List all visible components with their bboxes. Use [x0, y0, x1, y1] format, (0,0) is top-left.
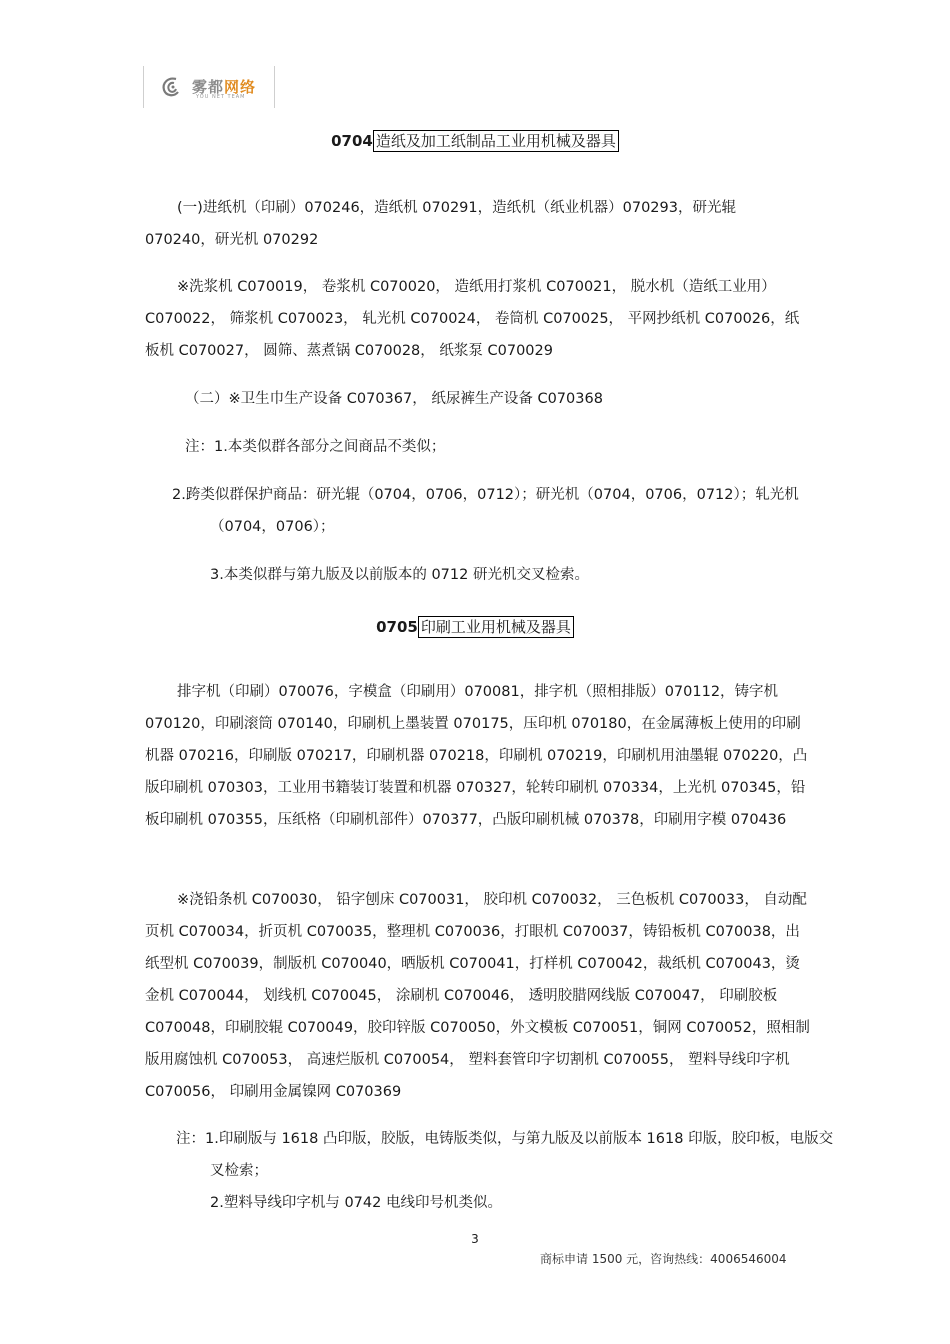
logo-subtitle: YOU NET TEAM — [196, 94, 246, 100]
page-number: 3 — [471, 1232, 479, 1246]
section-title: 印刷工业用机械及器具 — [418, 616, 574, 638]
section-heading-0704 — [0, 130, 950, 151]
section-title: 造纸及加工纸制品工业用机械及器具 — [373, 130, 619, 152]
section-0705-paragraph-2: ※浇铅条机 C070030， 铅字刨床 C070031， 胶印机 C070032， 三色板机 C070033， 自动配页机 C070034，折页机 C070035，整理机 C070036，打眼机 C070037，铸铅板机 C070038，出纸型机 C070039，制版机 C070040，晒版机 C070041，打样机 C070042，裁纸机 C070043，烫金机 C070044， 划线机 C070045， 涂刷机 C070046， 透明胶腊网线版 C070047， 印刷胶板 C070048，印刷胶辊 C070049，胶印锌版 C070050，外文模板 C070051，铜网 C070052，照相制版用腐蚀机 C070053， 高速烂版机 C070054， 塑料套管印字切割机 C070055， 塑料导线印字机 C070056， 印刷用金属镍网 C070369 — [145, 892, 810, 1100]
section-0705-note-2: 2.塑料导线印字机与 0742 电线印号机类似。 — [210, 1195, 502, 1211]
logo-name: 雾都网络 — [192, 78, 257, 96]
section-0704-paragraph-2: ※洗浆机 C070019， 卷浆机 C070020， 造纸用打浆机 C070021， 脱水机（造纸工业用） C070022， 筛浆机 C070023， 轧光机 C070024， 卷筒机 C070025， 平网抄纸机 C070026，纸板机 C070027， 圆筛、蒸煮锅 C070028， 纸浆泵 C070029 — [145, 279, 800, 359]
section-0704-note-3: 3.本类似群与第九版及以前版本的 0712 研光机交叉检索。 — [210, 567, 589, 583]
section-0705-paragraph-1: 排字机（印刷）070076，字模盒（印刷用）070081，排字机（照相排版）070112，铸字机 070120，印刷滚筒 070140，印刷机上墨装置 070175，压印机 070180，在金属薄板上使用的印刷机器 070216，印刷版 070217，印刷机器 070218，印刷机 070219，印刷机用油墨辊 070220，凸版印刷机 070303，工业用书籍装订装置和机器 070327，轮转印刷机 070334，上光机 070345，铅板印刷机 070355，压纸格（印刷机部件）070377，凸版印刷机械 070378，印刷用字模 070436 — [145, 684, 808, 828]
company-logo — [143, 66, 275, 108]
logo-swirl-icon — [160, 76, 184, 98]
section-0705-note-1: 注：1.印刷版与 1618 凸印版，胶版，电铸版类似，与第九版及以前版本 1618 印版，胶印板，电版交叉检索； — [176, 1131, 834, 1179]
section-code: 0704 — [331, 132, 373, 150]
footer-note: 商标申请 1500 元，咨询热线：4006546004 — [540, 1252, 787, 1266]
section-0704-note-1: 注：1.本类似群各部分之间商品不类似； — [185, 439, 446, 455]
section-heading-0705 — [0, 616, 950, 637]
section-0704-note-2: 2.跨类似群保护商品：研光辊（0704，0706，0712）；研光机（0704，0706，0712）；轧光机（0704，0706）； — [172, 487, 799, 535]
section-0704-paragraph-3: （二）※卫生巾生产设备 C070367， 纸尿裤生产设备 C070368 — [185, 391, 603, 407]
section-code: 0705 — [376, 618, 418, 636]
section-0704-paragraph-1: (一)进纸机（印刷）070246，造纸机 070291，造纸机（纸业机器）070293，研光辊 070240，研光机 070292 — [145, 200, 736, 248]
